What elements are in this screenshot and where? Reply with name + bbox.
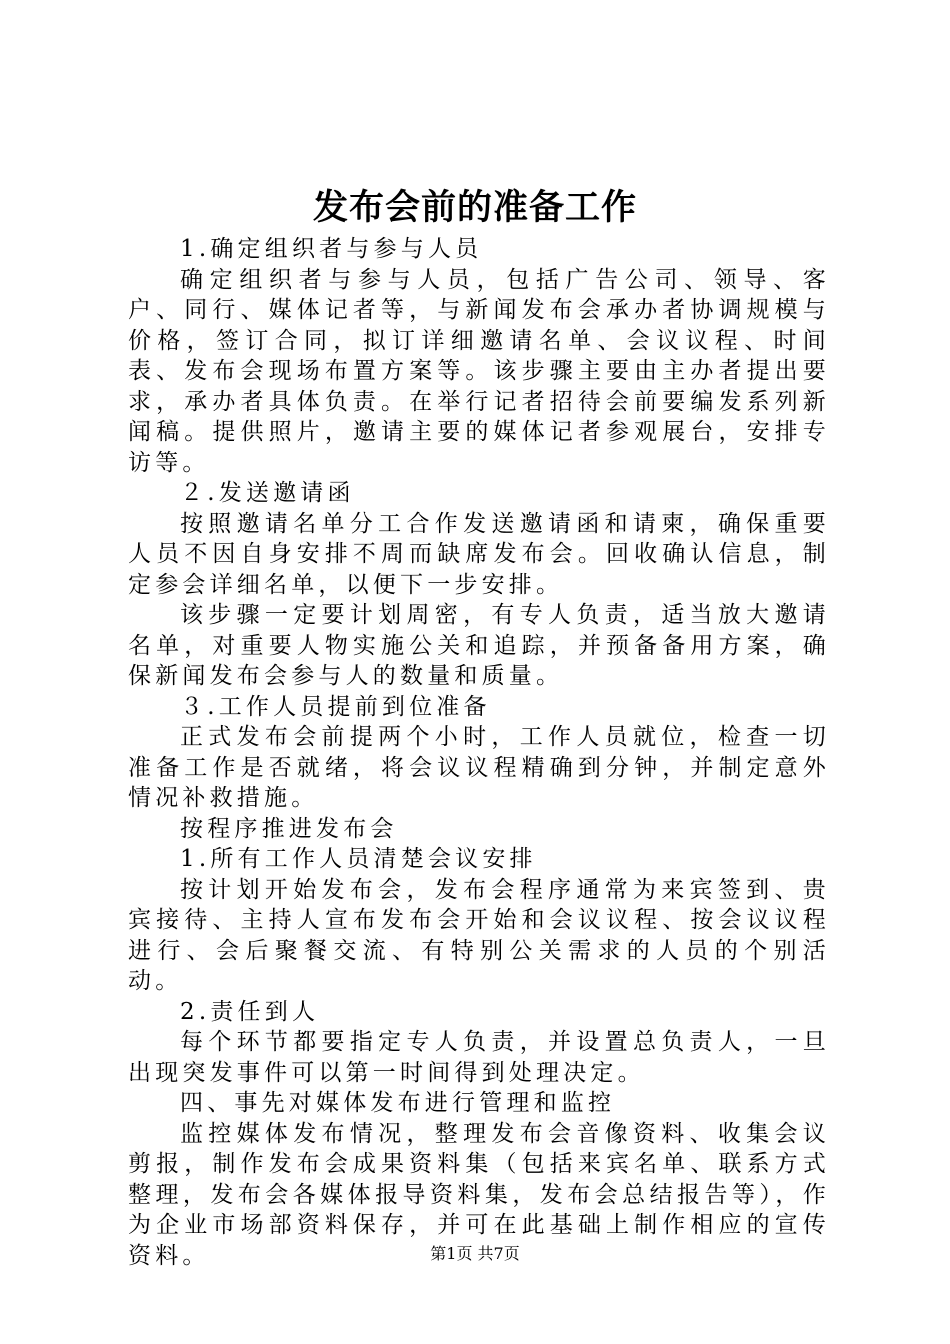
paragraph-heading: 2.责任到人 [180, 998, 320, 1025]
paragraph-heading: ３.工作人员提前到位准备 [180, 693, 491, 720]
paragraph: 正式发布会前提两个小时，工作人员就位，检查一切准备工作是否就绪，将会议议程精确到分钟，并制定意外情况补救措施。 [128, 724, 830, 811]
paragraph: 按计划开始发布会，发布会程序通常为来宾签到、贵宾接待、主持人宣布发布会开始和会议议程、按会议议程进行、会后聚餐交流、有特别公关需求的人员的个别活动。 [128, 876, 830, 994]
paragraph: 按照邀请名单分工合作发送邀请函和请柬，确保重要人员不因自身安排不周而缺席发布会。回收确认信息，制定参会详细名单，以便下一步安排。 [128, 510, 830, 598]
document-body [128, 234, 830, 1271]
paragraph-heading: 1.所有工作人员清楚会议安排 [180, 846, 537, 872]
paragraph: 确定组织者与参与人员，包括广告公司、领导、客户、同行、媒体记者等，与新闻发布会承办者协调规模与价格，签订合同，拟订详细邀请名单、会议议程、时间表、发布会现场布置方案等。该步骤主要由主办者提出要求，承办者具体负责。在举行记者招待会前要编发系列新闻稿。提供照片，邀请主要的媒体记者参观展台，安排专访等。 [128, 266, 830, 476]
section-heading: 四、事先对媒体发布进行管理和监控 [180, 1090, 616, 1116]
paragraph-heading: ２.发送邀请函 [180, 480, 355, 506]
page-footer: 第1页 共7页 [430, 1244, 520, 1263]
section-heading: 按程序推进发布会 [180, 815, 398, 842]
paragraph: 监控媒体发布情况，整理发布会音像资料、收集会议剪报，制作发布会成果资料集（包括来宾名单、联系方式整理，发布会各媒体报导资料集，发布会总结报告等），作为企业市场部资料保存，并可在此基础上制作相应的宣传资料。 [128, 1120, 830, 1269]
document-title: 发布会前的准备工作 [312, 188, 637, 228]
paragraph: 每个环节都要指定专人负责，并设置总负责人，一旦出现突发事件可以第一时间得到处理决定。 [128, 1029, 830, 1086]
paragraph: 该步骤一定要计划周密，有专人负责，适当放大邀请名单，对重要人物实施公关和追踪，并预备备用方案，确保新闻发布会参与人的数量和质量。 [128, 602, 830, 689]
paragraph-heading: 1.确定组织者与参与人员 [180, 236, 483, 262]
